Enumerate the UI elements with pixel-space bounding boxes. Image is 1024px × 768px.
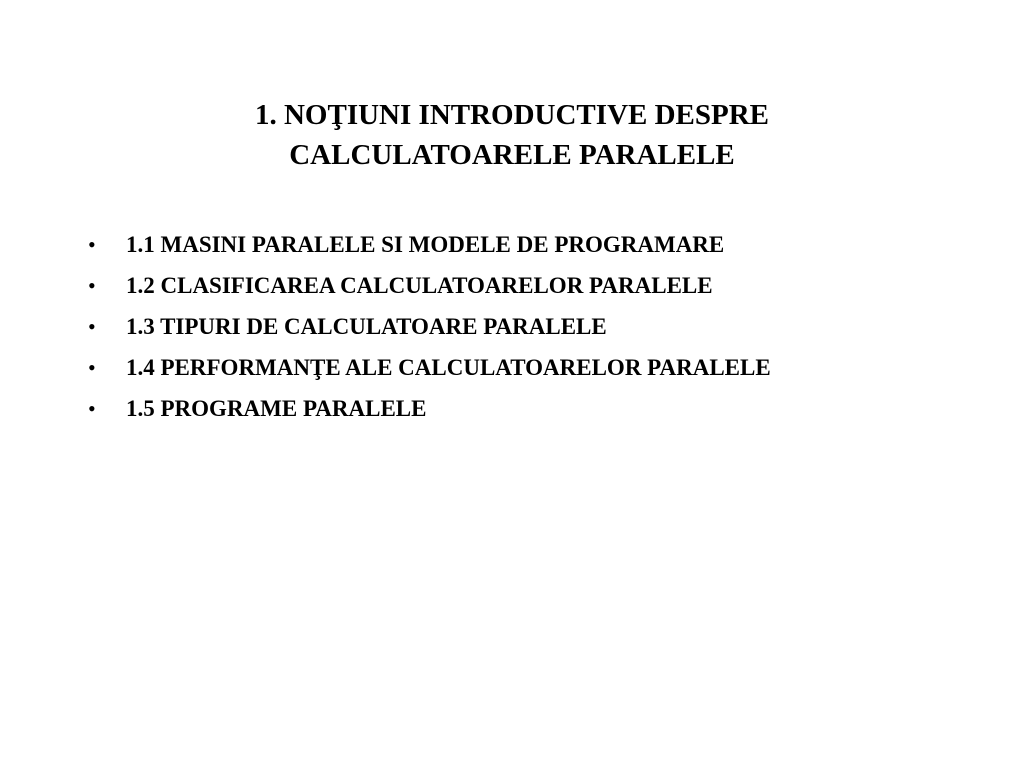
- list-item-text: 1.3 TIPURI DE CALCULATOARE PARALELE: [126, 314, 607, 339]
- bullet-icon: •: [88, 355, 96, 380]
- bullet-icon: •: [88, 314, 96, 339]
- list-item-text: 1.5 PROGRAME PARALELE: [126, 396, 427, 421]
- bullet-icon: •: [88, 396, 96, 421]
- list-item-text: 1.4 PERFORMANŢE ALE CALCULATOARELOR PARALELE: [126, 355, 771, 380]
- slide-title-line-2: CALCULATOARELE PARALELE: [289, 139, 735, 171]
- slide-title-line-1: 1. NOŢIUNI INTRODUCTIVE DESPRE: [254, 99, 770, 131]
- bullet-icon: •: [88, 232, 96, 257]
- bullet-icon: •: [88, 273, 96, 298]
- slide-title: [0, 95, 1024, 175]
- list-item-text: 1.2 CLASIFICAREA CALCULATOARELOR PARALELE: [126, 273, 713, 298]
- list-item-text: 1.1 MASINI PARALELE SI MODELE DE PROGRAMARE: [126, 232, 725, 257]
